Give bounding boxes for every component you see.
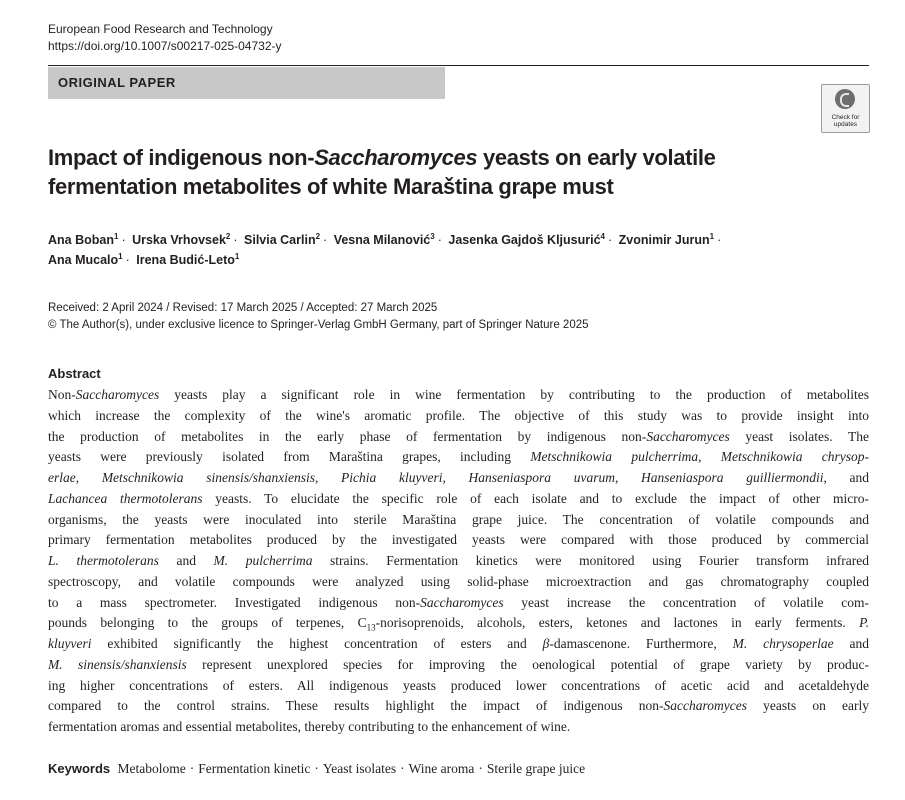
abstract-line: primary fermentation metabolites produced by the investigated yeasts were compared with those produced by commercial bbox=[48, 532, 869, 548]
check-for-updates-badge[interactable] bbox=[821, 84, 870, 133]
journal-header bbox=[48, 21, 282, 55]
check-for-updates-icon bbox=[835, 89, 855, 109]
abstract-line: spectroscopy, and volatile compounds were analyzed using solid-phase microextraction and gas chromatography coupled bbox=[48, 573, 869, 589]
author-list: Ana Boban$^1$ · Urska Vrhovsek$^2$ · Silvia Carlin$^2$ · Vesna Milanović$^3$ · Jasenka Gajdoš Kljusurić$^4$ · Zvonimir Jurun$^1$ · Ana Mucalo$^1$ · Irena Budić-Leto$^1$ bbox=[48, 232, 722, 267]
author[interactable]: Ana Mucalo$^1$ bbox=[48, 252, 123, 267]
abstract-line: M. sinensis/shanxiensis represent unexplored species for improving the oenological potential of grape variety by produc- bbox=[48, 656, 869, 672]
abstract-line: erlae, Metschnikowia sinensis/shanxiensis, Pichia kluyveri, Hanseniaspora uvarum, Hanseniaspora guilliermondii, and bbox=[48, 470, 869, 485]
author[interactable]: Vesna Milanović$^3$ bbox=[333, 232, 435, 247]
article-history bbox=[48, 300, 589, 333]
author[interactable]: Urska Vrhovsek$^2$ bbox=[132, 232, 231, 247]
keywords-heading: Keywords bbox=[48, 761, 111, 776]
abstract-line: Lachancea thermotolerans yeasts. To elucidate the specific role of each isolate and to exclude the impact of other micro- bbox=[48, 490, 869, 506]
article-type-banner bbox=[48, 67, 445, 99]
abstract-line: organisms, the yeasts were inoculated into sterile Maraština grape juice. The concentration of volatile compounds and bbox=[48, 511, 869, 527]
keyword-separator: · bbox=[189, 761, 195, 776]
keyword: Yeast isolates bbox=[322, 761, 397, 776]
abstract-line: fermentation aromas and essential metabolites, thereby contributing to the enhancement of wine. bbox=[48, 719, 571, 734]
abstract-line: pounds belonging to the groups of terpenes, $C_{13}$-norisoprenoids, alcohols, esters, ketones and lactones in early ferments. P. bbox=[48, 615, 869, 633]
copyright-notice: © The Author(s), under exclusive licence to Springer-Verlag GmbH Germany, part of Springer Nature 2025 bbox=[48, 318, 589, 331]
journal-name: European Food Research and Technology bbox=[48, 22, 273, 36]
history-dates: Received: 2 April 2024 / Revised: 17 March 2025 / Accepted: 27 March 2025 bbox=[48, 302, 438, 314]
keywords bbox=[48, 759, 585, 779]
abstract-body bbox=[48, 385, 869, 738]
badge-line-1: Check for bbox=[831, 114, 860, 121]
keyword: Sterile grape juice bbox=[486, 761, 586, 776]
badge-line-2: updates bbox=[833, 121, 858, 128]
keyword: Wine aroma bbox=[408, 761, 475, 776]
keyword-separator: · bbox=[314, 761, 319, 776]
author[interactable]: Silvia Carlin$^2$ bbox=[244, 232, 321, 247]
author[interactable]: Ana Boban$^1$ bbox=[48, 232, 119, 247]
header-rule bbox=[48, 65, 869, 66]
paper-title: Impact of indigenous non-Saccharomyces yeasts on early volatile fermentation metabolites of white Maraština grape must bbox=[48, 145, 716, 199]
abstract-line: ing higher concentrations of esters. All indigenous yeasts produced lower concentrations of acetic acid and acetaldehyde bbox=[48, 677, 869, 693]
keyword: Fermentation kinetic bbox=[198, 761, 311, 776]
abstract-line: Non-Saccharomyces yeasts play a significant role in wine fermentation by contributing to the production of metabolites bbox=[48, 387, 869, 402]
abstract-line: compared to the control strains. These results highlight the impact of indigenous non-Saccharomyces yeasts on early bbox=[48, 698, 869, 714]
author[interactable]: Zvonimir Jurun$^1$ bbox=[618, 232, 715, 247]
abstract-line: kluyveri exhibited significantly the highest concentration of esters and β-damascenone. Furthermore, M. chrysoperlae and bbox=[48, 636, 869, 651]
abstract-line: L. thermotolerans and M. pulcherrima strains. Fermentation kinetics were monitored using Fourier transform infrared bbox=[48, 553, 869, 568]
doi-link[interactable]: https://doi.org/10.1007/s00217-025-04732-y bbox=[48, 39, 282, 53]
keyword-separator: · bbox=[400, 761, 405, 776]
abstract-line: the production of metabolites in the early phase of fermentation by indigenous non-Saccharomyces yeast isolates. The bbox=[48, 428, 869, 444]
abstract-heading: Abstract bbox=[48, 366, 101, 381]
author[interactable]: Irena Budić-Leto$^1$ bbox=[136, 252, 240, 267]
abstract-line: which increase the complexity of the wine's aromatic profile. The objective of this study was to provide insight into bbox=[48, 407, 869, 423]
abstract-line: yeasts were previously isolated from Maraština grapes, including Metschnikowia pulcherrima, Metschnikowia chrysop- bbox=[48, 449, 869, 465]
keyword: Metabolome bbox=[117, 761, 186, 776]
article-type-label: ORIGINAL PAPER bbox=[58, 75, 176, 90]
abstract-line: to a mass spectrometer. Investigated indigenous non-Saccharomyces yeast increase the concentration of volatile com- bbox=[48, 594, 869, 610]
keyword-separator: · bbox=[478, 761, 483, 776]
author[interactable]: Jasenka Gajdoš Kljusurić$^4$ bbox=[448, 232, 605, 247]
